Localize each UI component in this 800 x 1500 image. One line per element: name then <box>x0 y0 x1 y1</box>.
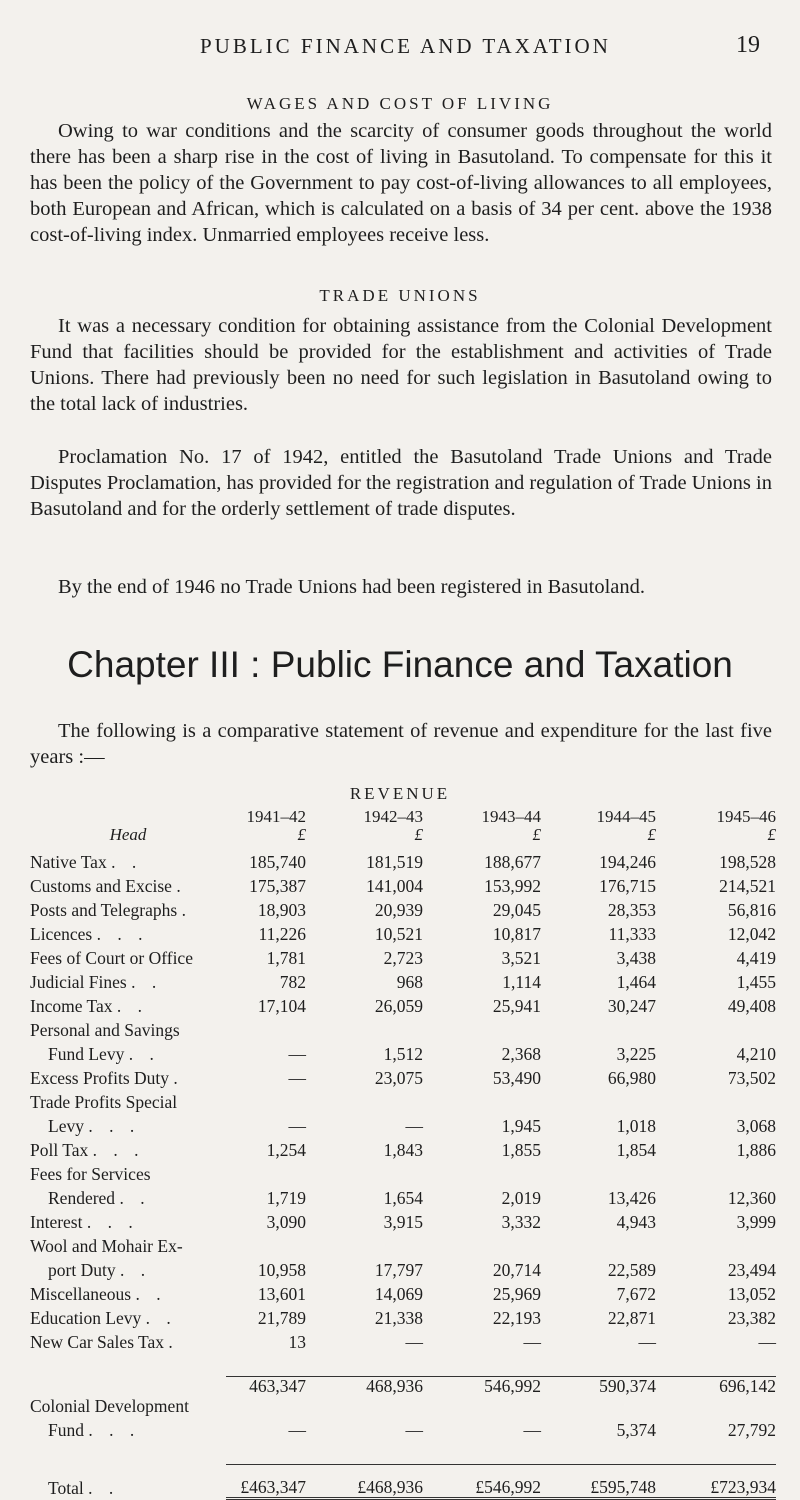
trade-unions-heading: TRADE UNIONS <box>319 286 481 305</box>
year-column-header <box>423 808 541 848</box>
table-row <box>30 1304 776 1328</box>
rule-cell <box>423 1440 541 1464</box>
year-label: 1942–43 <box>363 807 423 826</box>
value-cell: 22,193 <box>492 1308 541 1328</box>
value-cell: 29,045 <box>492 900 541 920</box>
row-head-text: Interest <box>30 1212 83 1232</box>
row-head-text: Personal and Savings <box>30 1020 180 1040</box>
value-cell: 10,817 <box>492 924 541 944</box>
value-cell: 185,740 <box>249 852 306 872</box>
running-head-title: PUBLIC FINANCE AND TAXATION <box>200 34 611 58</box>
value-cell: 23,075 <box>374 1068 423 1088</box>
row-head-continuation <box>30 1184 226 1208</box>
value-cell: 3,332 <box>501 1212 541 1232</box>
revenue-table-header <box>30 808 776 848</box>
value-cell: 3,225 <box>616 1044 656 1064</box>
revenue-table-body <box>30 848 776 1498</box>
value-cell: 1,945 <box>501 1116 541 1136</box>
leader-dots: . . <box>128 1044 160 1064</box>
value-cell: 12,360 <box>727 1188 776 1208</box>
colonial-development-fund-row <box>30 1416 776 1440</box>
value-cell: 13,052 <box>727 1284 776 1304</box>
leader-dots: . <box>176 876 187 896</box>
total-label <box>30 1464 226 1498</box>
row-head-text: Fees for Services <box>30 1164 151 1184</box>
rule-cell <box>306 1352 423 1376</box>
year-label: 1945–46 <box>716 807 776 826</box>
total-cell: £595,748 <box>541 1464 656 1498</box>
value-cell: 2,368 <box>501 1044 541 1064</box>
row-head-label <box>30 1088 226 1112</box>
row-head-text: Judicial Fines <box>30 972 127 992</box>
empty-cell <box>541 1232 656 1256</box>
table-row <box>30 1280 776 1304</box>
row-head-text: Trade Profits Special <box>30 1092 178 1112</box>
row-head-continuation <box>30 1256 226 1280</box>
value-cell: 2,019 <box>501 1188 541 1208</box>
chapter-title: Chapter III : Public Finance and Taxation <box>67 644 733 685</box>
table-row <box>30 1064 776 1088</box>
value-cell: 1,512 <box>383 1044 423 1064</box>
year-label: 1941–42 <box>246 807 306 826</box>
empty-cell <box>656 1160 776 1184</box>
value-cell: 1,886 <box>736 1140 776 1160</box>
row-head-label <box>30 1136 226 1160</box>
empty-cell <box>306 1016 423 1040</box>
table-row <box>30 1016 776 1040</box>
value-cell: 14,069 <box>374 1284 423 1304</box>
value-cell: 7,672 <box>616 1284 656 1304</box>
empty-cell <box>30 1440 226 1464</box>
leader-dots: . . . <box>88 1420 141 1440</box>
value-cell: 175,387 <box>249 876 306 896</box>
row-head-label <box>30 1064 226 1088</box>
subtotal-cell: 546,992 <box>484 1375 541 1396</box>
table-row <box>30 896 776 920</box>
value-cell: 194,246 <box>599 852 656 872</box>
subtotal-cell: 590,374 <box>599 1375 656 1396</box>
row-head-text: Posts and Telegraphs <box>30 900 178 920</box>
row-head-text: Levy <box>48 1116 84 1136</box>
rule-cell <box>541 1440 656 1464</box>
rule-cell <box>541 1352 656 1376</box>
leader-dots: . . <box>111 852 143 872</box>
empty-cell <box>423 1232 541 1256</box>
row-head-label <box>30 1160 226 1184</box>
value-cell: 22,589 <box>607 1260 656 1280</box>
row-head-label <box>30 1232 226 1256</box>
rule-cell <box>306 1440 423 1464</box>
row-head-label <box>30 944 226 968</box>
rule-cell <box>226 1440 306 1464</box>
empty-cell <box>226 1232 306 1256</box>
currency-symbol: £ <box>414 825 423 844</box>
value-cell: 176,715 <box>599 876 656 896</box>
currency-symbol: £ <box>647 825 656 844</box>
value-cell: — <box>288 1068 306 1088</box>
empty-cell <box>656 1232 776 1256</box>
value-cell: 4,419 <box>736 948 776 968</box>
trade-unions-paragraph-2: Proclamation No. 17 of 1942, entitled the Basutoland Trade Unions and Trade Disputes Proclamation, has provided for the registration and regulation of Trade Unions in Basutoland and for the orderly settlement of trade disputes. <box>30 446 772 520</box>
subtotal-cell: 468,936 <box>366 1375 423 1396</box>
row-head-text: Wool and Mohair Ex- <box>30 1236 183 1256</box>
value-cell: 18,903 <box>257 900 306 920</box>
value-cell: 13,601 <box>257 1284 306 1304</box>
currency-symbol: £ <box>767 825 776 844</box>
empty-cell <box>226 1160 306 1184</box>
row-head-text: Miscellaneous <box>30 1284 132 1304</box>
table-row <box>30 1208 776 1232</box>
table-row <box>30 848 776 872</box>
value-cell: 2,723 <box>383 948 423 968</box>
empty-cell <box>656 1016 776 1040</box>
total-cell: £546,992 <box>423 1464 541 1498</box>
row-head-text: Customs and Excise <box>30 876 172 896</box>
value-cell: 188,677 <box>484 852 541 872</box>
table-row <box>30 920 776 944</box>
leader-dots: . . <box>135 1284 167 1304</box>
leader-dots: . . . <box>88 1116 141 1136</box>
value-cell: 141,004 <box>366 876 423 896</box>
leader-dots: . <box>168 1332 179 1352</box>
value-cell: 1,018 <box>616 1116 656 1136</box>
subtotal-cell: 696,142 <box>719 1375 776 1396</box>
value-cell: 5,374 <box>616 1420 656 1440</box>
year-label: 1944–45 <box>596 807 656 826</box>
value-cell: 3,521 <box>501 948 541 968</box>
value-cell: 20,939 <box>374 900 423 920</box>
row-head-label <box>30 920 226 944</box>
value-cell: 23,494 <box>727 1260 776 1280</box>
rule-cell <box>656 1352 776 1376</box>
total-cell: £463,347 <box>226 1464 306 1498</box>
value-cell: — <box>288 1044 306 1064</box>
value-cell: — <box>523 1332 541 1352</box>
row-head-label <box>30 1208 226 1232</box>
value-cell: 3,438 <box>616 948 656 968</box>
value-cell: 25,969 <box>492 1284 541 1304</box>
revenue-table <box>30 808 776 1500</box>
row-head-text: Poll Tax <box>30 1140 89 1160</box>
value-cell: 968 <box>396 972 423 992</box>
table-row <box>30 1088 776 1112</box>
value-cell: — <box>288 1116 306 1136</box>
empty-cell <box>306 1088 423 1112</box>
wages-paragraph: Owing to war conditions and the scarcity of consumer goods throughout the world there has been a sharp rise in the cost of living in Basutoland. To compensate for this it has been the policy of the Government to pay cost-of-living allowances to all employees, both European and African, which is calculated on a basis of 34 per cent. above the 1938 cost-of-living index. Unmarried employees receive less. <box>30 120 772 246</box>
page-number: 19 <box>736 32 760 58</box>
value-cell: 26,059 <box>374 996 423 1016</box>
currency-symbol: £ <box>297 825 306 844</box>
row-head-text: Fund <box>48 1420 84 1440</box>
rule-cell <box>656 1440 776 1464</box>
row-head-text: Education Levy <box>30 1308 142 1328</box>
value-cell: 4,943 <box>616 1212 656 1232</box>
year-column-header <box>656 808 776 848</box>
table-row <box>30 872 776 896</box>
table-row <box>30 1112 776 1136</box>
trade-unions-paragraph-1: It was a necessary condition for obtaining assistance from the Colonial Development Fund that facilities should be provided for the establishment and activities of Trade Unions. There had previously been no need for such legislation in Basutoland owing to the total lack of industries. <box>30 315 772 415</box>
empty-cell <box>423 1016 541 1040</box>
value-cell: 17,104 <box>257 996 306 1016</box>
table-row <box>30 968 776 992</box>
currency-symbol: £ <box>532 825 541 844</box>
value-cell: 73,502 <box>727 1068 776 1088</box>
leader-dots: . <box>181 900 192 920</box>
empty-cell <box>541 1016 656 1040</box>
value-cell: 1,855 <box>501 1140 541 1160</box>
row-head-continuation <box>30 1416 226 1440</box>
value-cell: — <box>758 1332 776 1352</box>
total-text: Total <box>48 1478 84 1498</box>
value-cell: 23,382 <box>727 1308 776 1328</box>
row-head-text: Fund Levy <box>48 1044 125 1064</box>
table-row <box>30 1136 776 1160</box>
value-cell: 20,714 <box>492 1260 541 1280</box>
total-row <box>30 1464 776 1498</box>
value-cell: 12,042 <box>727 924 776 944</box>
value-cell: 22,871 <box>607 1308 656 1328</box>
table-row <box>30 1256 776 1280</box>
table-row <box>30 1328 776 1352</box>
value-cell: 13 <box>288 1332 306 1352</box>
value-cell: 153,992 <box>484 876 541 896</box>
value-cell: 1,114 <box>502 972 541 992</box>
trade-unions-paragraph-3: By the end of 1946 no Trade Unions had been registered in Basutoland. <box>58 576 646 598</box>
leader-dots: . . . <box>92 1140 145 1160</box>
table-row <box>30 992 776 1016</box>
wages-heading: WAGES AND COST OF LIVING <box>246 94 554 113</box>
value-cell: 27,792 <box>727 1420 776 1440</box>
subtotal-cell: 463,347 <box>249 1375 306 1396</box>
value-cell: 21,338 <box>374 1308 423 1328</box>
table-row <box>30 1184 776 1208</box>
empty-cell <box>226 1088 306 1112</box>
value-cell: 3,915 <box>383 1212 423 1232</box>
leader-dots: . . <box>131 972 163 992</box>
value-cell: 25,941 <box>492 996 541 1016</box>
chapter-intro: The following is a comparative statement of revenue and expenditure for the last five years :— <box>30 720 772 768</box>
value-cell: — <box>288 1420 306 1440</box>
row-head-text: Native Tax <box>30 852 107 872</box>
empty-cell <box>541 1160 656 1184</box>
value-cell: 13,426 <box>607 1188 656 1208</box>
year-column-header <box>306 808 423 848</box>
rule-cell <box>423 1352 541 1376</box>
value-cell: 3,090 <box>266 1212 306 1232</box>
empty-cell <box>423 1160 541 1184</box>
value-cell: 1,843 <box>383 1140 423 1160</box>
row-head-label <box>30 1328 226 1352</box>
leader-dots: . . <box>116 996 149 1016</box>
value-cell: 17,797 <box>374 1260 423 1280</box>
value-cell: 198,528 <box>719 852 776 872</box>
value-cell: 11,226 <box>258 924 306 944</box>
leader-dots: . . <box>88 1478 120 1498</box>
row-head-continuation <box>30 1112 226 1136</box>
value-cell: — <box>638 1332 656 1352</box>
value-cell: — <box>523 1420 541 1440</box>
subtotal-row <box>30 1376 776 1416</box>
year-label: 1943–44 <box>481 807 541 826</box>
table-row <box>30 1160 776 1184</box>
subtotal-rule <box>30 1352 776 1376</box>
row-head-text: Fees of Court or Office <box>30 948 193 968</box>
row-head-label <box>30 1304 226 1328</box>
leader-dots: . . . <box>86 1212 139 1232</box>
value-cell: — <box>405 1420 423 1440</box>
row-head-text: Income Tax <box>30 996 113 1016</box>
value-cell: 1,719 <box>266 1188 306 1208</box>
row-head-text: Colonial Development <box>30 1396 189 1416</box>
value-cell: 3,068 <box>736 1116 776 1136</box>
rule-cell <box>226 1352 306 1376</box>
value-cell: 66,980 <box>607 1068 656 1088</box>
leader-dots: . . . <box>96 924 149 944</box>
table-row <box>30 1040 776 1064</box>
row-head-text: Rendered <box>48 1188 116 1208</box>
value-cell: 1,254 <box>266 1140 306 1160</box>
empty-cell <box>30 1352 226 1376</box>
row-head-text: Excess Profits Duty <box>30 1068 170 1088</box>
running-head <box>0 34 800 64</box>
value-cell: — <box>405 1116 423 1136</box>
row-head-label <box>30 1016 226 1040</box>
row-head-label <box>30 848 226 872</box>
value-cell: 11,333 <box>608 924 656 944</box>
empty-cell <box>306 1232 423 1256</box>
empty-cell <box>423 1088 541 1112</box>
empty-cell <box>306 1160 423 1184</box>
row-head-label <box>30 872 226 896</box>
row-head-text: port Duty <box>48 1260 116 1280</box>
row-head-label <box>30 1376 226 1416</box>
value-cell: 214,521 <box>719 876 776 896</box>
value-cell: — <box>405 1332 423 1352</box>
value-cell: 1,854 <box>616 1140 656 1160</box>
leader-dots: . . <box>145 1308 177 1328</box>
table-row <box>30 1232 776 1256</box>
total-rule <box>30 1440 776 1464</box>
row-head-label <box>30 896 226 920</box>
value-cell: 782 <box>279 972 306 992</box>
row-head-label <box>30 968 226 992</box>
value-cell: 1,464 <box>616 972 656 992</box>
year-column-header <box>541 808 656 848</box>
total-cell: £468,936 <box>306 1464 423 1498</box>
table-row <box>30 944 776 968</box>
row-head-text: Licences <box>30 924 93 944</box>
value-cell: 10,958 <box>257 1260 306 1280</box>
value-cell: 1,455 <box>736 972 776 992</box>
value-cell: 1,781 <box>266 948 306 968</box>
value-cell: 4,210 <box>736 1044 776 1064</box>
value-cell: 49,408 <box>727 996 776 1016</box>
value-cell: 10,521 <box>374 924 423 944</box>
value-cell: 28,353 <box>607 900 656 920</box>
revenue-title: REVENUE <box>349 784 451 803</box>
empty-cell <box>226 1016 306 1040</box>
leader-dots: . <box>173 1068 184 1088</box>
empty-cell <box>541 1088 656 1112</box>
row-head-text: New Car Sales Tax <box>30 1332 165 1352</box>
value-cell: 181,519 <box>366 852 423 872</box>
value-cell: 3,999 <box>736 1212 776 1232</box>
total-cell: £723,934 <box>656 1464 776 1498</box>
row-head-label <box>30 992 226 1016</box>
head-column-label: Head <box>109 825 147 844</box>
value-cell: 53,490 <box>492 1068 541 1088</box>
value-cell: 30,247 <box>607 996 656 1016</box>
year-column-header <box>226 808 306 848</box>
leader-dots: . . <box>119 1188 151 1208</box>
leader-dots: . . <box>119 1260 152 1280</box>
header-row <box>30 808 776 848</box>
row-head-label <box>30 1280 226 1304</box>
value-cell: 1,654 <box>383 1188 423 1208</box>
row-head-continuation <box>30 1040 226 1064</box>
value-cell: 21,789 <box>257 1308 306 1328</box>
empty-cell <box>656 1088 776 1112</box>
value-cell: 56,816 <box>727 900 776 920</box>
